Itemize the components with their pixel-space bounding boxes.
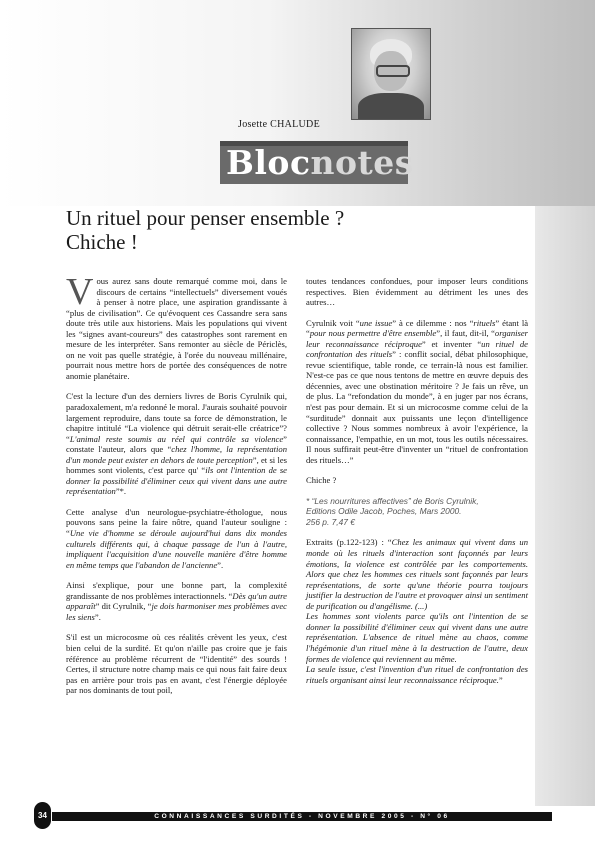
p2-e: ”, et si les hommes sont violents, c'est parce qu' “ [66,454,288,476]
p7-d: rituels [473,317,496,328]
p7-b: une issue [359,317,393,328]
footer-text: CONNAISSANCES SURDITÉS - NOVEMBRE 2005 - N° 06 [154,813,450,820]
section-title-part-a: Bloc [226,143,311,182]
page-number: 34 [34,802,51,829]
p7-j: un rituel de confrontation des rituels [306,338,528,360]
extract-part-3-wrap [306,664,528,685]
reference-line-1: * “Les nourritures affectives” de Boris Cyrulnik, [306,495,479,506]
p2-b: L'animal reste soumis au réel qui contrôle sa violence [69,433,284,444]
p7-e: ” étant là “ [306,317,529,339]
extract-part-2: Les hommes sont violents parce qu'ils ont l'intention de se donner la possibilité d'éliminer ceux qui vivent dans une autre représentation. L'absence de rituel mène au chaos, comme l'hégémonie d'un rituel mène à la destruction de l'autre, deux formes de violence qui reviennent au même. [306,611,528,664]
extract-part-3: La seule issue, c'est l'invention d'un rituel de confrontation des rituels organisant ainsi leur reconnaissance réciproque. [306,664,528,685]
p7-f: pour nous permettre d'être ensemble [309,328,437,339]
extract-close: ” [498,674,503,685]
author-photo [351,28,431,120]
photo-glasses [376,65,410,77]
paragraph-3 [66,507,287,570]
paragraph-1 [66,271,287,381]
section-title-part-b: notes [310,143,414,182]
left-column [66,271,288,696]
p7-c: ” à ce dilemme : nos “ [392,317,474,328]
p3-c: ”. [217,559,224,570]
extract-paragraph [306,537,528,611]
reference-line-3: 256 p. 7,47 € [306,516,355,527]
drop-cap: V [66,271,94,313]
extract-intro: Extraits (p.122-123) : “ [306,537,392,548]
p4-d: je dois harmoniser mes problèmes avec les siens [66,601,287,622]
p2-c: ” constate l'auteur, alors que “ [66,433,287,455]
paragraph-2 [66,391,287,496]
side-band [535,206,595,806]
photo-body [358,93,424,120]
p3-a: Cette analyse d'un neurologue-psychiatre-éthologue, nous pouvons sans peine la faire nôtre, quand l'auteur souligne : “ [66,506,287,539]
p2-f: ils ont l'intention de se donner la possibilité d'éliminer ceux qui vivent dans une autre représentation [66,465,287,497]
p4-c: ” dit Cyrulnik, “ [95,601,152,612]
p4-a: Ainsi s'explique, pour une bonne part, la complexité grandissante de nos problèmes interactionnels. “ [66,580,287,601]
extract-part-1: Chez les animaux qui vivent dans un monde où les rituels d'interaction sont façonnés par leurs émotions, la violence est contrôlée par les comportements. Alors que chez les hommes ces rituels sont façonnés par leurs représentations, de sorte qu'une théorie pourra toujours justifier la destruction de l'autre et provoquer ainsi un sentiment de purification ou d'angélisme. (...) [306,537,528,611]
title-line-2: Chiche ! [66,230,138,254]
p2-a: C'est la lecture d'un des derniers livres de Boris Cyrulnik qui, paradoxalement, m'a redonné le moral. J'aurais souhaité pouvoir largement reproduire, dans toute sa force de démonstration, le chapitre intitulé “La violence qui détruit serait-elle créatrice”? “ [66,391,287,444]
p2-g: ”*. [115,486,127,497]
footer-bar [52,812,552,821]
title-line-1: Un rituel pour penser ensemble ? [66,206,345,230]
paragraph-5: S'il est un microcosme où ces réalités crèvent les yeux, c'est bien celui de la surdité. Et qu'on n'aille pas croire que je fais référence au problème récurrent de “l'identité” des sourds ! Certes, il structure notre champ mais ce qui nous fait faire deux pas en arrière pour trois pas en avant, c'est l'énergie déployée par nos dominants de tout poil, [66,632,287,696]
section-title [226,143,414,182]
p2-d: chez l'homme, la représentation d'un monde peut exister en dehors de toute perception [66,444,287,465]
chiche-line: Chiche ? [306,475,337,486]
p7-i: ” et inventer “ [421,338,482,349]
p7-h: organiser leur reconnaissance réciproque [306,328,529,349]
author-name: Josette CHALUDE [238,119,320,130]
paragraph-4 [66,580,287,622]
article-title [66,206,344,254]
p7-k: ” : conflit social, débat philosophique, revue scientifique, table ronde, ce terrain-là nous est familier. N'est-ce pas ce que nous tentons de mettre en œuvre depuis des décennies, avec une obstination méritoire ? Je fais un rêve, un de plus. La “refondation du monde”, à en juger par nos écrans, n'est pas pour demain. Et si un microcosme comme celui de la “surditude” donnait aux puissants une leçon d'intelligence collective ? Nous sommes nombreux à avoir l'expérience, la connaissance, l'empathie, en un mot, tous les outils nécessaires. Il nous suffirait peut-être d'inventer un “rituel de confrontation des rituels…” [306,349,528,465]
p4-b: Dès qu'un autre apparaît [66,590,287,612]
paragraph-1-text: ous aurez sans doute remarqué comme moi, dans le discours de certains “intellectuels” diversement voués à penser à notre place, une aspiration grandissante à “plus de civilisation”. Ce qu'évoquent ces Cassandre sera sans doute très utile aux historiens. Mais les populations qui vivent les “signes avant-coureurs” des catastrophes sont rarement en mesure de les interpréter. Sans remonter au siècle de Périclès, on ne voit pas quelle stratégie, à l'orée du nouveau millénaire, pourrait nous mettre hors de portée des conséquences de notre anomie planétaire. [66,276,287,381]
right-column [306,276,528,685]
paragraph-6: toutes tendances confondues, pour imposer leurs conditions respectives. Bien évidemment au détriment les unes des autres… [306,276,528,308]
p3-b: Une vie d'homme se déroule aujourd'hui dans dix mondes culturels différents qui, à chaque passage de l'un à l'autre, impliquent l'acquisition d'une nouvelle manière d'être homme en même temps que l'abandon de l'ancienne [66,528,287,570]
reference-line-2: Editions Odile Jacob, Poches, Mars 2000. [306,506,462,517]
p7-a: Cyrulnik voit “ [306,317,360,328]
p7-g: ”, il faut, dit-il, “ [436,328,495,339]
paragraph-7 [306,318,528,466]
p4-e: ”. [94,611,101,622]
